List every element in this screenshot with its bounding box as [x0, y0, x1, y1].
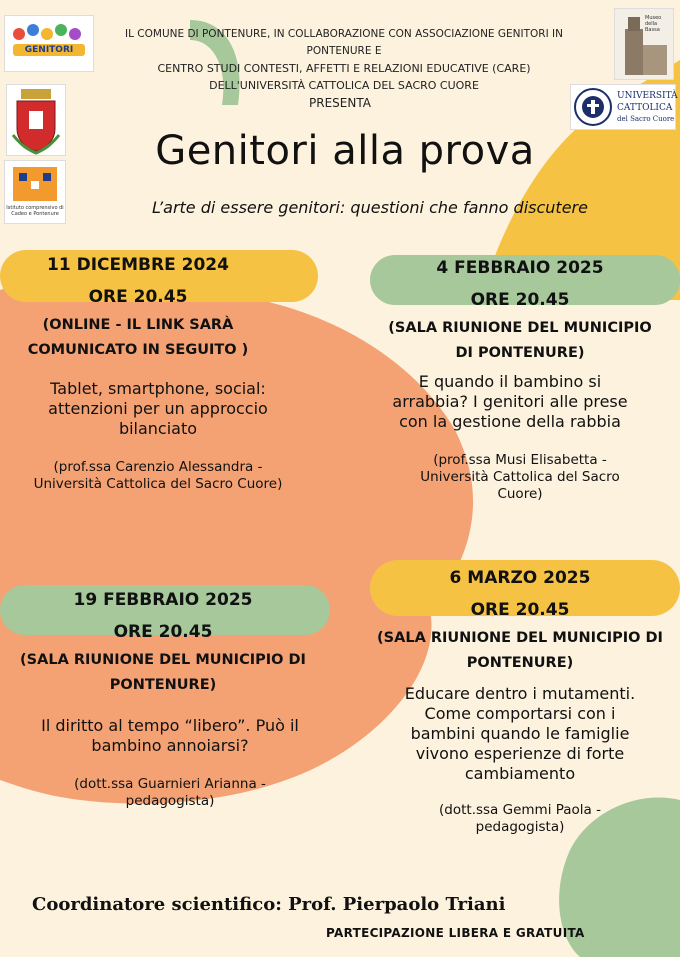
school-logo: [4, 160, 66, 224]
header-line-3: DELL'UNIVERSITÀ CATTOLICA DEL SACRO CUORE: [209, 79, 479, 92]
event-topic-line4: vivono esperienze di forte: [415, 744, 625, 763]
event-place-line1: (ONLINE - IL LINK SARÀ: [42, 317, 234, 333]
event-place-line2: COMUNICATO IN SEGUITO ): [27, 342, 249, 358]
genitori-logo: [4, 15, 94, 72]
event-topic-line3: bambini quando le famiglie: [410, 724, 630, 743]
event-place-line1: (SALA RIUNIONE DEL MUNICIPIO DI: [377, 630, 663, 646]
header-line-2: CENTRO STUDI CONTESTI, AFFETTI E RELAZIONI EDUCATIVE (CARE): [157, 62, 531, 75]
event-speaker-line1: (prof.ssa Carenzio Alessandra -: [53, 459, 263, 475]
event-place-line1: (SALA RIUNIONE DEL MUNICIPIO DI: [20, 652, 306, 668]
event-card-3: [0, 590, 330, 810]
genitori-logo-text: GENITORI: [24, 45, 74, 55]
museum-logo-text: Museo della Bassa: [645, 15, 662, 33]
event-topic-line1: Educare dentro i mutamenti.: [404, 684, 636, 703]
header-block: [100, 26, 588, 94]
event-speaker-line2: Università Cattolica del Sacro Cuore): [33, 476, 283, 492]
event-topic-line5: cambiamento: [464, 764, 576, 783]
presenta-label: PRESENTA: [309, 96, 371, 110]
event-date: 11 DICEMBRE 2024: [47, 255, 229, 275]
coordinator-text: Coordinatore scientifico: Prof. Pierpaolo Triani: [32, 894, 506, 915]
university-name-line3: del Sacro Cuore: [617, 115, 675, 123]
event-date: 6 MARZO 2025: [449, 568, 591, 588]
event-topic-line2: bambino annoiarsi?: [91, 736, 249, 755]
event-topic-line3: bilanciato: [118, 419, 198, 438]
event-card-4: [360, 568, 680, 836]
event-speaker-line2: pedagogista): [475, 819, 565, 835]
comune-crest: [6, 84, 66, 156]
page-subtitle: L’arte di essere genitori: questioni che fanno discutere: [152, 198, 588, 217]
event-speaker-line3: Cuore): [497, 486, 543, 502]
university-name-line2: CATTOLICA: [617, 103, 673, 113]
participation-text: PARTECIPAZIONE LIBERA E GRATUITA: [326, 926, 585, 940]
event-speaker-line2: pedagogista): [125, 793, 215, 809]
page-title: Genitori alla prova: [155, 128, 535, 174]
event-place-line2: DI PONTENURE): [455, 345, 585, 361]
event-speaker-line1: (prof.ssa Musi Elisabetta -: [433, 452, 607, 468]
event-topic-line3: con la gestione della rabbia: [399, 412, 621, 431]
event-date: 4 FEBBRAIO 2025: [436, 258, 604, 278]
event-topic-line1: E quando il bambino si: [418, 372, 602, 391]
event-speaker-line2: Università Cattolica del Sacro: [420, 469, 620, 485]
museum-logo: [614, 8, 674, 80]
event-time: ORE 20.45: [470, 600, 570, 620]
event-topic-line1: Tablet, smartphone, social:: [50, 379, 266, 398]
university-name-line1: UNIVERSITÀ: [617, 91, 678, 101]
event-card-2: [360, 258, 680, 503]
event-speaker-line1: (dott.ssa Gemmi Paola -: [439, 802, 601, 818]
event-card-1: [0, 255, 330, 493]
header-line-1: IL COMUNE DI PONTENURE, IN COLLABORAZIONE CON ASSOCIAZIONE GENITORI IN PONTENURE E: [125, 28, 563, 57]
event-time: ORE 20.45: [470, 290, 570, 310]
event-date: 19 FEBBRAIO 2025: [73, 590, 253, 610]
event-topic-line2: attenzioni per un approccio: [48, 399, 268, 418]
event-place-line1: (SALA RIUNIONE DEL MUNICIPIO: [388, 320, 652, 336]
event-topic-line2: arrabbia? I genitori alle prese: [392, 392, 628, 411]
event-place-line2: PONTENURE): [466, 655, 574, 671]
event-time: ORE 20.45: [113, 622, 213, 642]
event-topic-line2: Come comportarsi con i: [424, 704, 616, 723]
event-topic-line1: Il diritto al tempo “libero”. Può il: [41, 716, 299, 735]
school-logo-text: Istituto comprensivo di Cadeo e Pontenure: [6, 205, 64, 217]
event-place-line2: PONTENURE): [109, 677, 217, 693]
event-time: ORE 20.45: [88, 287, 188, 307]
event-speaker-line1: (dott.ssa Guarnieri Arianna -: [74, 776, 266, 792]
